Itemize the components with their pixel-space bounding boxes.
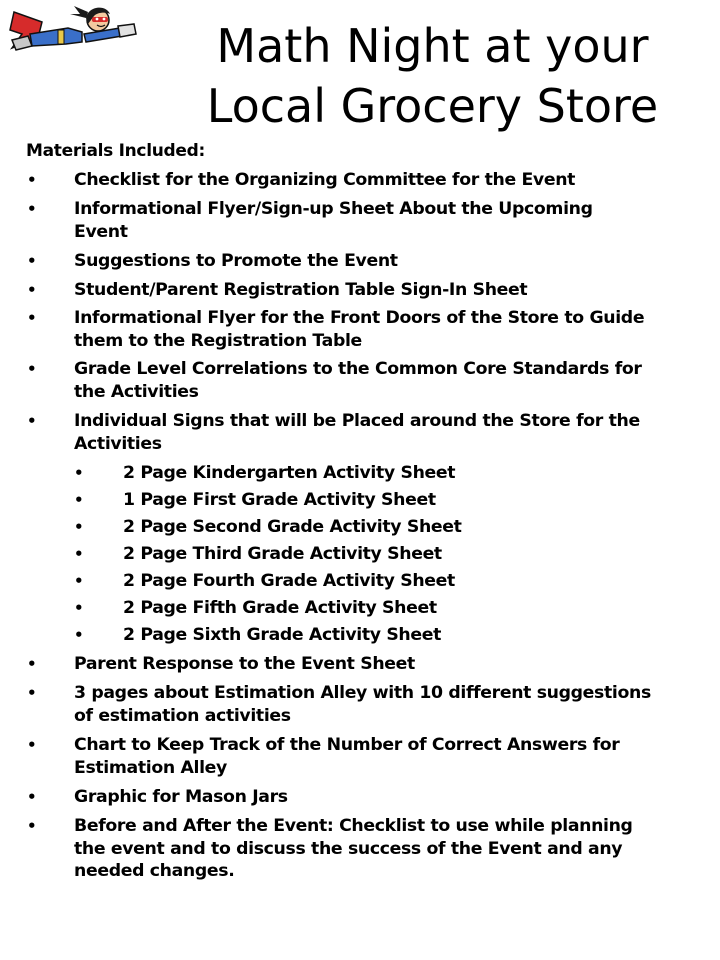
bullet-icon: • — [27, 200, 37, 218]
list-item-text: Grade Level Correlations to the Common Core Standards for — [74, 359, 642, 379]
bullet-icon: • — [27, 788, 37, 806]
bullet-icon: • — [27, 281, 37, 299]
list-item-text: Student/Parent Registration Table Sign-In Sheet — [74, 280, 528, 300]
list-item-text: Informational Flyer for the Front Doors of the Store to Guide — [74, 308, 645, 328]
sub-list-item-text: 2 Page Third Grade Activity Sheet — [123, 544, 442, 564]
sub-list-item-text: 2 Page Kindergarten Activity Sheet — [123, 463, 456, 483]
list-item-text: Activities — [74, 433, 162, 454]
bullet-icon: • — [27, 736, 37, 754]
sub-list-item-text: 2 Page Sixth Grade Activity Sheet — [123, 625, 442, 645]
list-item-text: needed changes. — [74, 861, 235, 881]
sub-bullet-icon: • — [74, 545, 84, 563]
sub-list-item-text: 2 Page Fifth Grade Activity Sheet — [123, 598, 437, 618]
sub-bullet-icon: • — [74, 491, 84, 509]
bullet-icon: • — [27, 684, 37, 702]
bullet-icon: • — [27, 171, 37, 189]
bullet-icon: • — [27, 252, 37, 270]
bullet-icon: • — [27, 655, 37, 673]
sub-bullet-icon: • — [74, 518, 84, 536]
bullet-icon: • — [27, 360, 37, 378]
list-item-text: Before and After the Event: Checklist to use while planning — [74, 816, 633, 836]
list-item-text: Chart to Keep Track of the Number of Correct Answers for — [74, 735, 620, 755]
list-item-text: Individual Signs that will be Placed around the Store for the — [74, 411, 640, 431]
list-item-text: of estimation activities — [74, 705, 291, 726]
sub-bullet-icon: • — [74, 572, 84, 590]
list-item-text: them to the Registration Table — [74, 330, 362, 351]
sub-bullet-icon: • — [74, 626, 84, 644]
sub-bullet-icon: • — [74, 464, 84, 482]
list-item-text: Suggestions to Promote the Event — [74, 251, 398, 271]
sub-list-item-text: 2 Page Second Grade Activity Sheet — [123, 517, 462, 537]
list-item-text: Informational Flyer/Sign-up Sheet About the Upcoming — [74, 199, 593, 219]
title-line-1: Math Night at your — [216, 19, 649, 73]
list-item-text: Estimation Alley — [74, 757, 227, 778]
bullet-icon: • — [27, 817, 37, 835]
list-item-text: Event — [74, 221, 128, 242]
sub-list-item-text: 2 Page Fourth Grade Activity Sheet — [123, 571, 455, 591]
sub-list-item-text: 1 Page First Grade Activity Sheet — [123, 490, 436, 510]
sub-bullet-icon: • — [74, 599, 84, 617]
bullet-icon: • — [27, 309, 37, 327]
list-item-text: the Activities — [74, 381, 199, 402]
bullet-icon: • — [27, 412, 37, 430]
list-item-text: Checklist for the Organizing Committee for the Event — [74, 170, 576, 190]
list-item-text: 3 pages about Estimation Alley with 10 different suggestions — [74, 683, 651, 703]
title-line-2: Local Grocery Store — [206, 79, 659, 133]
list-item-text: Graphic for Mason Jars — [74, 787, 288, 807]
list-item-text: Parent Response to the Event Sheet — [74, 654, 415, 674]
materials-heading: Materials Included: — [26, 141, 205, 161]
list-item-text: the event and to discuss the success of the Event and any — [74, 838, 623, 859]
